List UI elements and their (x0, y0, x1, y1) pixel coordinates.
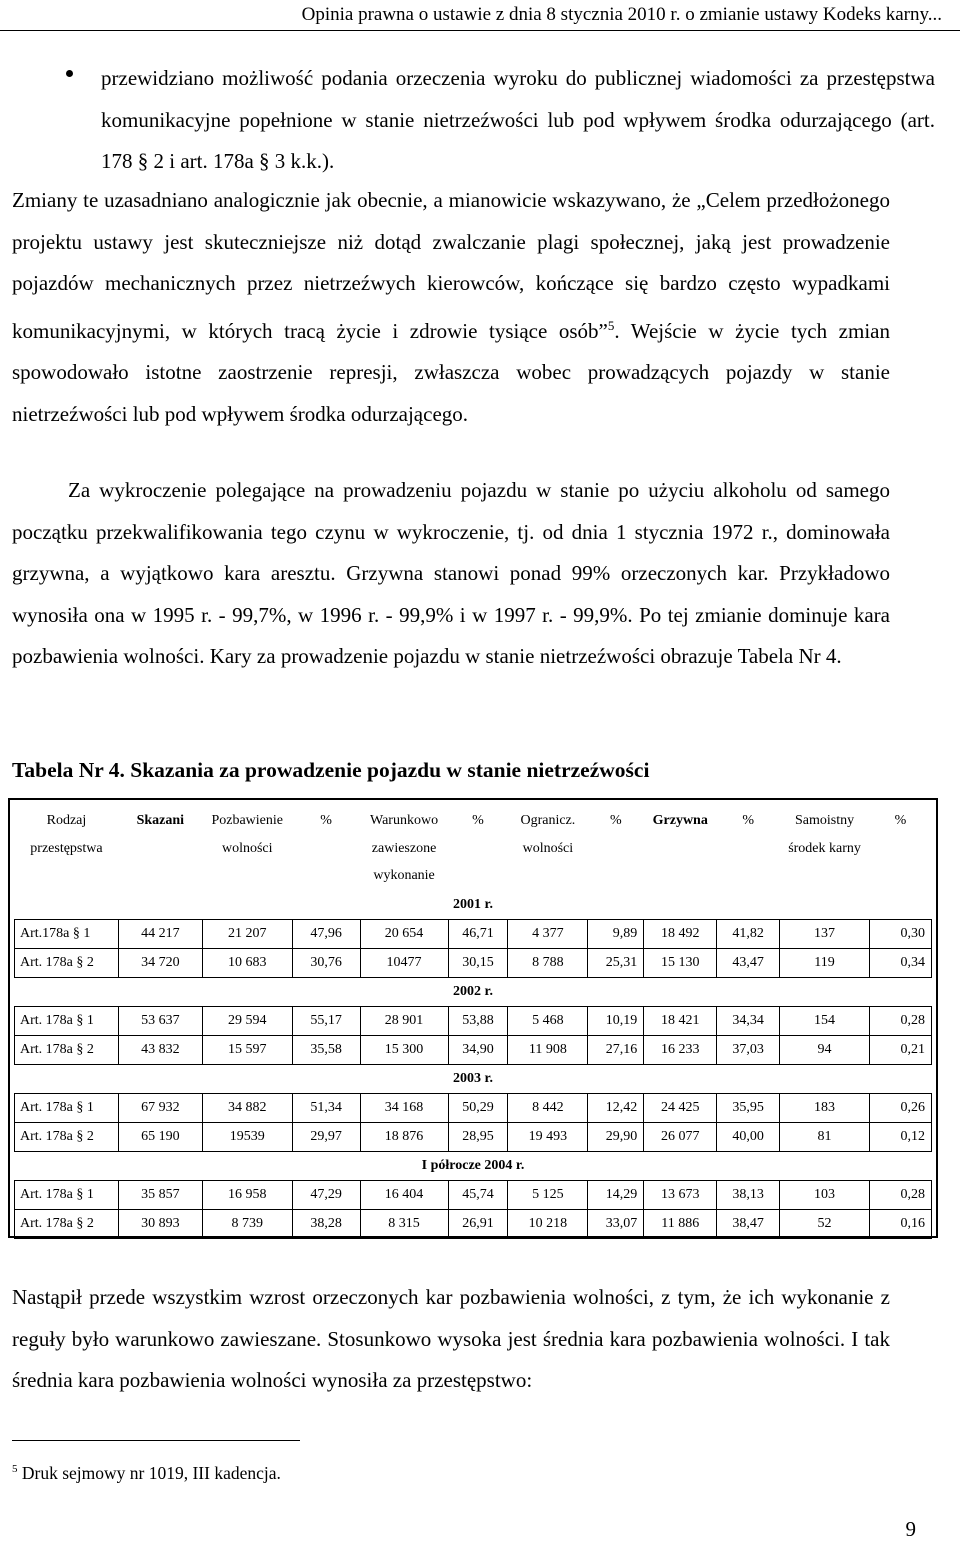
offence-type-cell: Art. 178a § 1 (15, 1007, 119, 1036)
header-cell: Samoistny środek karny (788, 813, 861, 856)
table-cell: 41,82 (717, 920, 780, 949)
footnote-reference: 5 (607, 317, 615, 333)
table-cell: 34,34 (717, 1007, 780, 1036)
table-cell: 18 492 (644, 920, 717, 949)
table-year-row (15, 891, 932, 920)
table-year-row (15, 978, 932, 1007)
table-cell: 38,47 (717, 1210, 780, 1239)
page-number: 9 (905, 1517, 916, 1541)
table-cell: 103 (780, 1181, 870, 1210)
table-row (15, 1094, 932, 1123)
offence-type-cell: Art. 178a § 2 (15, 1036, 119, 1065)
header-cell: Ogranicz. wolności (520, 813, 576, 856)
header-cell: Grzywna (652, 813, 708, 828)
table-cell: 43 832 (118, 1036, 202, 1065)
table-cell: 5 125 (508, 1181, 588, 1210)
footnote-text: Druk sejmowy nr 1019, III kadencja. (17, 1463, 281, 1483)
table-cell: 34 882 (202, 1094, 292, 1123)
table-cell: 38,13 (717, 1181, 780, 1210)
table-cell: 94 (780, 1036, 870, 1065)
table-row (15, 1210, 932, 1239)
table-cell: 119 (780, 949, 870, 978)
table-cell: 9,89 (588, 920, 644, 949)
offence-type-cell: Art. 178a § 1 (15, 1181, 119, 1210)
table-cell: 5 468 (508, 1007, 588, 1036)
table-cell: 30 893 (118, 1210, 202, 1239)
table-row (15, 1123, 932, 1152)
table-row (15, 1007, 932, 1036)
table-cell: 0,34 (869, 949, 931, 978)
table-cell: 55,17 (292, 1007, 360, 1036)
table-cell: 34 720 (118, 949, 202, 978)
table-year-row (15, 1065, 932, 1094)
table-cell: 8 442 (508, 1094, 588, 1123)
table-cell: 27,16 (588, 1036, 644, 1065)
bullet-text: przewidziano możliwość podania orzeczenia wyroku do publicznej wiadomości za przestępstwa komunikacyjne popełnione w stanie nietrzeźwości lub pod wpływem środka odurzającego (art. 178 § 2 i art. 178a § 3 k.k.). (101, 66, 935, 173)
header-rule (0, 30, 960, 31)
table-cell: 47,29 (292, 1181, 360, 1210)
table-cell: 16 404 (360, 1181, 448, 1210)
offence-type-cell: Art. 178a § 1 (15, 1094, 119, 1123)
table-cell: 8 315 (360, 1210, 448, 1239)
paragraph-2: Za wykroczenie polegające na prowadzeniu pojazdu w stanie po użyciu alkoholu od samego początku przekwalifikowania tego czynu w wykroczenie, tj. od dnia 1 stycznia 1972 r., dominowała grzywna, a wyjątkowo kara aresztu. Grzywna stanowi ponad 99% orzeczonych kar. Przykładowo wynosiła ona w 1995 r. - 99,7%, w 1996 r. - 99,9% i w 1997 r. - 99,9%. Po tej zmianie dominuje kara pozbawienia wolności. Kary za prowadzenie pojazdu w stanie nietrzeźwości obrazuje Tabela Nr 4. (12, 478, 890, 668)
paragraph-3: Nastąpił przede wszystkim wzrost orzeczonych kar pozbawienia wolności, z tym, że ich wykonanie z reguły było warunkowo zawieszane. Stosunkowo wysoka jest średnia kara pozbawienia wolności. I tak średnia kara pozbawienia wolności wynosiła za przestępstwo: (12, 1285, 890, 1392)
table-cell: 12,42 (588, 1094, 644, 1123)
table-cell: 25,31 (588, 949, 644, 978)
table-cell: 28 901 (360, 1007, 448, 1036)
bullet-icon (66, 70, 73, 77)
table-cell: 52 (780, 1210, 870, 1239)
offence-type-cell: Art. 178a § 2 (15, 1123, 119, 1152)
table-cell: 53 637 (118, 1007, 202, 1036)
table-cell: 38,28 (292, 1210, 360, 1239)
table-cell: 34 168 (360, 1094, 448, 1123)
table-cell: 183 (780, 1094, 870, 1123)
table-cell: 29 594 (202, 1007, 292, 1036)
table-row (15, 1181, 932, 1210)
table-cell: 65 190 (118, 1123, 202, 1152)
paragraph-1-continuation: . Wejście w życie tych zmian spowodowało istotne zaostrzenie represji, zwłaszcza wobec prowadzących pojazdy w stanie nietrzeźwości lub pod wpływem środka odurzającego. (12, 318, 890, 426)
table-cell: 0,12 (869, 1123, 931, 1152)
table-cell: 47,96 (292, 920, 360, 949)
table-cell: 10 683 (202, 949, 292, 978)
convictions-table (14, 804, 932, 1239)
table-cell: 33,07 (588, 1210, 644, 1239)
header-cell: Pozbawienie wolności (211, 813, 283, 856)
year-label: 2003 r. (453, 1071, 493, 1086)
year-label: 2002 r. (453, 984, 493, 999)
table-cell: 15 597 (202, 1036, 292, 1065)
header-cell: % (609, 813, 622, 828)
table-cell: 16 958 (202, 1181, 292, 1210)
table-cell: 10477 (360, 949, 448, 978)
table-cell: 24 425 (644, 1094, 717, 1123)
table-row (15, 1036, 932, 1065)
header-cell: Skazani (136, 813, 185, 828)
year-label: 2001 r. (453, 897, 493, 912)
table-cell: 50,29 (448, 1094, 508, 1123)
paragraph-1 (12, 180, 890, 435)
table-cell: 8 739 (202, 1210, 292, 1239)
table-row (15, 920, 932, 949)
table-cell: 37,03 (717, 1036, 780, 1065)
paragraph-1-text: Zmiany te uzasadniano analogicznie jak obecnie, a mianowicie wskazywano, że „Celem przedłożonego projektu ustawy jest skuteczniejsze niż dotąd zwalczanie plagi społecznej, jaką jest prowadzenie pojazdów mechanicznych przez nietrzeźwych kierowców, kończące się bardzo często wypadkami komunikacyjnymi, w których tracą życie i zdrowie tysiące osób” (12, 188, 890, 343)
table-cell: 29,97 (292, 1123, 360, 1152)
footnote-separator (12, 1440, 300, 1441)
table-year-row (15, 1152, 932, 1181)
header-cell: % (472, 813, 484, 828)
table-cell: 30,15 (448, 949, 508, 978)
table-cell: 46,71 (448, 920, 508, 949)
table-cell: 28,95 (448, 1123, 508, 1152)
table-cell: 30,76 (292, 949, 360, 978)
table-cell: 29,90 (588, 1123, 644, 1152)
table-cell: 0,26 (869, 1094, 931, 1123)
offence-type-cell: Art. 178a § 2 (15, 949, 119, 978)
offence-type-cell: Art. 178a § 2 (15, 1210, 119, 1239)
table-cell: 67 932 (118, 1094, 202, 1123)
table-cell: 0,28 (869, 1181, 931, 1210)
table-cell: 4 377 (508, 920, 588, 949)
table-cell: 26 077 (644, 1123, 717, 1152)
table-cell: 18 876 (360, 1123, 448, 1152)
header-title: Opinia prawna o ustawie z dnia 8 stycznia 2010 r. o zmianie ustawy Kodeks karny... (301, 4, 942, 25)
table-cell: 19 493 (508, 1123, 588, 1152)
table-cell: 40,00 (717, 1123, 780, 1152)
table-cell: 35,95 (717, 1094, 780, 1123)
table-cell: 53,88 (448, 1007, 508, 1036)
table-cell: 44 217 (118, 920, 202, 949)
header-cell: % (894, 813, 907, 828)
offence-type-cell: Art.178a § 1 (15, 920, 119, 949)
table-cell: 20 654 (360, 920, 448, 949)
table-cell: 19539 (202, 1123, 292, 1152)
table-header-row (15, 804, 932, 891)
table-cell: 154 (780, 1007, 870, 1036)
year-label: I półrocze 2004 r. (421, 1158, 525, 1173)
table-title: Tabela Nr 4. Skazania za prowadzenie pojazdu w stanie nietrzeźwości (12, 758, 650, 782)
table-cell: 16 233 (644, 1036, 717, 1065)
table-cell: 0,21 (869, 1036, 931, 1065)
header-cell: Rodzaj przestępstwa (30, 813, 103, 856)
table-cell: 21 207 (202, 920, 292, 949)
table-cell: 35,58 (292, 1036, 360, 1065)
table-cell: 0,30 (869, 920, 931, 949)
table-cell: 0,16 (869, 1210, 931, 1239)
table-cell: 15 130 (644, 949, 717, 978)
header-cell: % (742, 813, 754, 828)
table-cell: 14,29 (588, 1181, 644, 1210)
table-cell: 26,91 (448, 1210, 508, 1239)
table-cell: 10,19 (588, 1007, 644, 1036)
table-cell: 15 300 (360, 1036, 448, 1065)
table-frame (8, 798, 938, 1238)
table-cell: 45,74 (448, 1181, 508, 1210)
table-cell: 11 886 (644, 1210, 717, 1239)
table-cell: 10 218 (508, 1210, 588, 1239)
table-cell: 35 857 (118, 1181, 202, 1210)
table-cell: 18 421 (644, 1007, 717, 1036)
table-cell: 34,90 (448, 1036, 508, 1065)
table-cell: 11 908 (508, 1036, 588, 1065)
table-cell: 43,47 (717, 949, 780, 978)
page-header (0, 0, 960, 34)
footnote (12, 1463, 281, 1484)
table-row (15, 949, 932, 978)
header-cell: % (320, 813, 332, 828)
footnote-number: 5 (12, 1463, 18, 1476)
table-cell: 137 (780, 920, 870, 949)
header-cell: Warunkowo zawieszone wykonanie (370, 813, 439, 883)
table-cell: 13 673 (644, 1181, 717, 1210)
table-cell: 51,34 (292, 1094, 360, 1123)
table-cell: 8 788 (508, 949, 588, 978)
table-cell: 81 (780, 1123, 870, 1152)
table-cell: 0,28 (869, 1007, 931, 1036)
